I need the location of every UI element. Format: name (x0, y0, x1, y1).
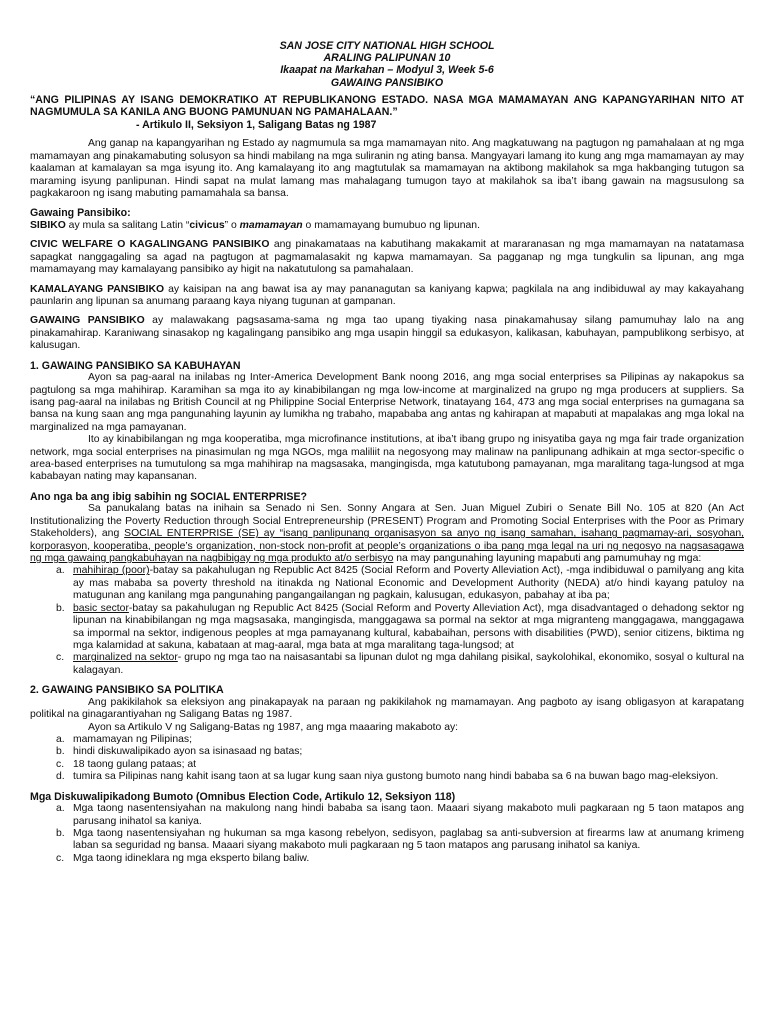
intro-paragraph: Ang ganap na kapangyarihan ng Estado ay nagmumula sa mga mamamayan nito. Ang magkatuwang na pagtugon ng pamahalaan at ng mga mamamayan ang pinakamabuting solusyon sa hindi mabilang na mga suliranin ng ating bansa. Mangyayari lamang ito kung ang mga mamamayan ay may kaalaman at kamalayan sa mga isyung ito. Ang kamalayang ito ang magtutulak sa mamamayan na aktibong makilahok sa mga hakbanging tutugon sa maraming isyung panlipunan. Hindi sapat na mulat lamang mas mahalagang tumugon tayo at makilahok sa iba’t ibang gawain na magsusulong sa pagkakaroon ng isang mabuting pamamahala sa bansa. (30, 138, 744, 199)
constitution-quote (30, 94, 744, 132)
quarter-module: Ikaapat na Markahan – Modyul 3, Week 5-6 (280, 64, 494, 77)
list-item: c. marginalized na sektor- grupo ng mga tao na naisasantabi sa lipunan dulot ng mga dahilang pisikal, saykolohikal, ekonomiko, sosyal o kultural na kalagayan. (56, 652, 744, 676)
disqualified-heading: Mga Diskuwalipikadong Bumoto (Omnibus Election Code, Artikulo 12, Seksiyon 118) (30, 790, 456, 803)
section2-heading: 2. GAWAING PANSIBIKO SA POLITIKA (30, 684, 224, 697)
topic-title: GAWAING PANSIBIKO (330, 76, 444, 89)
definition-sibiko: SIBIKO ay mula sa salitang Latin “civicus” o mamamayan o mamamayang bumubuo ng lipunan. (30, 219, 480, 231)
section1-paragraph-2: Ito ay kinabibilangan ng mga kooperatiba, mga microfinance institutions, at iba’t ibang grupo ng inisyatiba gaya ng mga fair trade organization network, mga social enterprises na pinasimulan ng mga NGOs, mga maliliit na negosyong may malinaw na panlipunang adhikain at mga sector-specific o area-based enterprises na tumutulong sa mga mahihirap na magsasaka, mangingisda, mga katutubong pamayanan, mga maralitang taga-lungsod at mga kababayan nating may kapansanan. (30, 434, 744, 483)
section2-paragraph-1: Ang pakikilahok sa eleksiyon ang pinakapayak na paraan ng pakikilahok ng mamamayan. Ang pagboto ay isang obligasyon at karapatang politikal na ginagarantiyahan ng Saligang Batas ng 1987. (30, 696, 744, 721)
list-item: b. Mga taong nasentensiyahan ng hukuman sa mga kasong rebelyon, sedisyon, paglabag sa anti-subversion at firearms law at anumang krimeng laban sa seguridad ng bansa. Maaari siyang makaboto muli pagkaraan ng 5 taon matapos ang parusang inihatol sa kaniya. (56, 827, 744, 852)
term-gawaing: GAWAING PANSIBIKO (30, 315, 145, 327)
list-item: a. Mga taong nasentensiyahan na makulong nang hindi bababa sa isang taon. Maaari siyang makaboto muli pagkaraan ng 5 taon matapos ang parusang inihatol sa kaniya. (56, 803, 744, 827)
section1-paragraph-1: Ayon sa pag-aaral na inilabas ng Inter-America Development Bank noong 2016, ang mga social enterprises sa Pilipinas ay nakapokus sa pagtulong sa mga mahihirap. Karamihan sa mga ito ay kinabibilangan ng mga low-income at marginalized na grupo ng mga producers at suppliers. Sa isang pag-aaral na inilabas ng British Council at ng Philippine Social Enterprise Network, tinatayang 164, 473 ang mga social enterprises na gumagana sa bansa na kung saan ang mga pangunahing layunin ay lumikha ng trabaho, mapababa ang antas ng kahirapan at mapabuti at mapalakas ang mga lokal na marginalized na mga pamayanan. (30, 372, 744, 433)
subject-name: ARALING PALIPUNAN 10 (323, 52, 451, 65)
meaning-word: mamamayan (239, 219, 303, 231)
term-civic-welfare: CIVIC WELFARE O KAGALINGANG PANSIBIKO (30, 239, 270, 251)
latin-word: civicus (189, 219, 225, 231)
document-header (30, 40, 744, 89)
definition-gawaing: GAWAING PANSIBIKO ay malawakang pagsasama-sama ng mga tao upang tiyaking nasa pinakamahusay silang pamumuhay lalo na ang pinakamahirap. Karaniwang sinasakop ng kagalingang pansibiko ang mga usapin hinggil sa edukasyon, kalikasan, kabuhayan, pampublikong serbisyo, at kalusugan. (30, 315, 745, 352)
list-item: b. basic sector-batay sa pakahulugan ng Republic Act 8425 (Social Reform and Poverty Alleviation Act), mga disadvantaged o dehadong sektor ng lipunan na kinabibilangan ng mga magsasaka, mangingisda, manggagawa sa pormal na sektor at mga migranteng manggagawa, manggagawa sa impormal na sektor, indigenous peoples at mga pamayanang kultural, kababaihan, persons with disabilities (PWD), senior citizens, biktima ng mga kalamidad at sakuna, kabataan at mag-aaral, mga bata at mga maralitang taga-lungsod; at (56, 602, 744, 651)
term-kamalayang: KAMALAYANG PANSIBIKO (30, 283, 165, 295)
voter-qualifications-list (30, 734, 744, 784)
section2-paragraph-2: Ayon sa Artikulo V ng Saligang-Batas ng 1987, ang mga maaaring makaboto ay: (88, 721, 459, 733)
section1-heading: 1. GAWAING PANSIBIKO SA KABUHAYAN (30, 359, 241, 372)
disqualified-list (30, 803, 744, 865)
list-item: a. mahihirap (poor)-batay sa pakahulugan ng Republic Act 8425 (Social Reform and Poverty Alleviation Act), -mga indibiduwal o pamilyang ang kita ay mas mababa sa poverty threshold na itinakda ng National Economic and Development Authority (NEDA) at/o hindi kayang patuloy na matugunan ang kanilang mga pangunahing pangangailangan ng pagkain, kalusugan, edukasyon, pabahay at iba pa; (56, 565, 745, 602)
list-item: c. 18 taong gulang pataas; at (56, 758, 197, 770)
list-item: b. hindi diskuwalipikado ayon sa isinasaad ng batas; (56, 746, 303, 758)
list-item: d. tumira sa Pilipinas nang kahit isang taon at sa lugar kung saan niya gustong bumoto nang hindi bababa sa 6 na buwan bago mag-eleksiyon. (56, 771, 719, 783)
school-name: SAN JOSE CITY NATIONAL HIGH SCHOOL (279, 40, 495, 52)
definitions-heading: Gawaing Pansibiko: (30, 207, 131, 220)
quote-source: - Artikulo II, Seksiyon 1, Saligang Batas ng 1987 (136, 118, 377, 131)
term-sibiko: SIBIKO (30, 219, 66, 231)
list-item: a. mamamayan ng Pilipinas; (56, 733, 192, 745)
beneficiaries-list (30, 565, 744, 677)
social-enterprise-definition: SOCIAL ENTERPRISE (SE) ay “isang panlipunang organisasyon sa anyo ng isang samahan, isahang pagmamay-ari, sosyohan, korporasyon, kooperatiba, people’s organization, non-stock non-profit at people’s organizations o iba pang mga legal na uri ng negosyo na nagsasagawa ng mga gawaing pangkabuhayan na nagbibigay ng mga produkto at/o serbisyo (30, 528, 744, 565)
quote-text: “ANG PILIPINAS AY ISANG DEMOKRATIKO AT REPUBLIKANONG ESTADO. NASA MGA MAMAMAYAN ANG KAPANGYARIHAN NITO AT NAGMUMULA SA KANILA ANG BUONG PAMUNUAN NG PAMAHALAAN.” (30, 93, 744, 119)
definition-civic-welfare: CIVIC WELFARE O KAGALINGANG PANSIBIKO ang pinakamataas na kabutihang makakamit at mararanasan ng mga mamamayan na natatamasa sapagkat nanggagaling sa agad na pagtugon at pagmamalasakit ng kapwa mamamayan. Sa pagganap ng mga tungkulin sa lipunan, ang mga mamamayang may kamalayang pansibiko ay higit na nakatutulong sa pamahalaan. (30, 239, 744, 276)
list-item: c. Mga taong idineklara ng mga eksperto bilang baliw. (56, 852, 310, 864)
social-enterprise-heading: Ano nga ba ang ibig sabihin ng SOCIAL ENTERPRISE? (30, 490, 308, 503)
social-enterprise-paragraph: Sa panukalang batas na inihain sa Senado ni Sen. Sonny Angara at Sen. Juan Miguel Zubiri o Senate Bill No. 105 at 820 (An Act Institutionalizing the Poverty Reduction through Social Entrepreneurship (PRESENT) Program and Promoting Social Enterprises with the Poor as Primary Stakeholders), ang SOCIAL ENTERPRISE (SE) ay “isang panlipunang organisasyon sa anyo ng isang samahan, isahang pagmamay-ari, sosyohan, korporasyon, kooperatiba, people’s organization, non-stock non-profit at people’s organizations o iba pang mga legal na uri ng negosyo na nagsasagawa ng mga gawaing pangkabuhayan na nagbibigay ng mga produkto at/o serbisyo na may pangunahing layuning mapabuti ang pamumuhay ng mga: (30, 503, 744, 565)
definition-kamalayang: KAMALAYANG PANSIBIKO ay kaisipan na ang bawat isa ay may pananagutan sa kaniyang kapwa; pagkilala na ang indibiduwal ay may kakayahang paunlarin ang lipunan sa anumang paraang kaya niyang tugunan at gampanan. (30, 283, 745, 307)
